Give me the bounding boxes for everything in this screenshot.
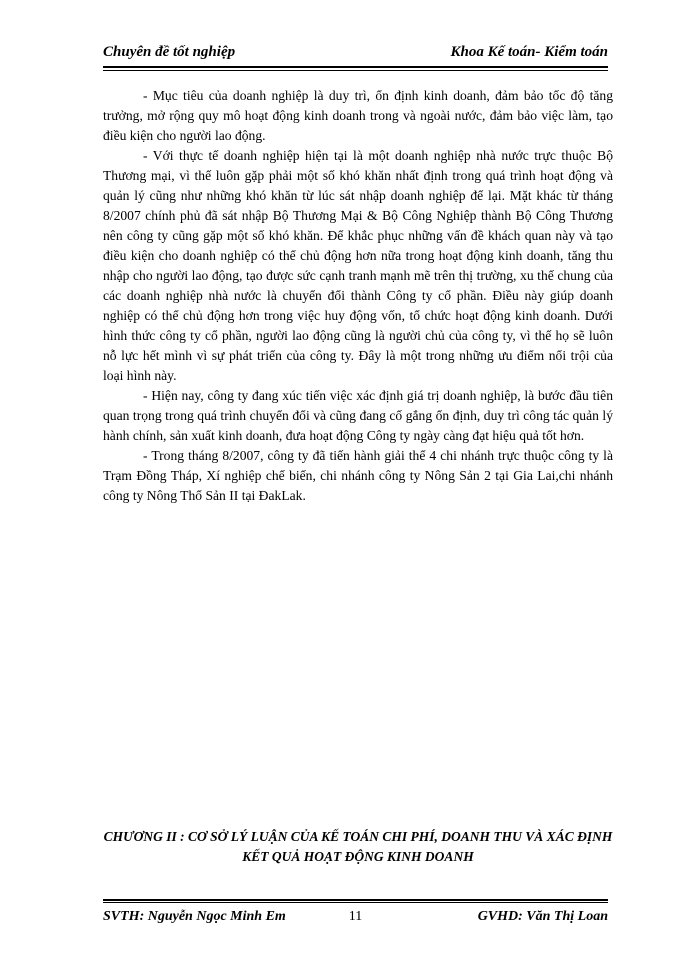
paragraph-objective: - Mục tiêu của doanh nghiệp là duy trì, ổn định kinh doanh, đảm bảo tốc độ tăng trưởng, mở rộng quy mô hoạt động kinh doanh trong và ngoài nước, đảm bảo việc làm, tạo điều kiện cho người lao động. — [103, 88, 613, 143]
page-footer — [103, 902, 608, 929]
paragraph-current: - Hiện nay, công ty đang xúc tiến việc xác định giá trị doanh nghiệp, là bước đầu tiên quan trọng trong quá trình chuyển đổi và cũng đang cố gắng ổn định, duy trì công tác quản lý hành chính, sản xuất kinh doanh, đưa hoạt động Công ty ngày càng đạt hiệu quả tốt hơn. — [103, 388, 613, 443]
page-number: 11 — [348, 909, 363, 924]
footer-student: SVTH: Nguyễn Ngọc Minh Em — [103, 909, 286, 924]
header-divider — [103, 70, 608, 71]
paragraph-dissolution: - Trong tháng 8/2007, công ty đã tiến hành giải thể 4 chi nhánh trực thuộc công ty là Trạm Đồng Tháp, Xí nghiệp chế biến, chi nhánh công ty Nông Sản 2 tại Gia Lai,chi nhánh công ty Nông Thổ Sản II tại ĐakLak. — [103, 448, 613, 503]
header-left-title: Chuyên đề tốt nghiệp — [103, 44, 236, 60]
header-right-title: Khoa Kế toán- Kiểm toán — [450, 44, 608, 60]
paragraph-situation: - Với thực tế doanh nghiệp hiện tại là một doanh nghiệp nhà nước trực thuộc Bộ Thương mại, vì thế luôn gặp phải một số khó khăn nhất định trong quá trình hoạt động và quản lý cũng như những khó khăn từ lúc sát nhập doanh nghiệp để lại. Mặt khác từ tháng 8/2007 chính phủ đã sát nhập Bộ Thương Mại & Bộ Công Nghiệp thành Bộ Công Thương nên công ty cũng gặp một số khó khăn. Để khắc phục những vấn đề khách quan này và tạo điều kiện cho doanh nghiệp có thể chủ động hơn nữa trong hoạt động kinh doanh, tăng thu nhập cho người lao động, tạo được sức cạnh tranh mạnh mẽ trên thị trường, xu thế chung của các doanh nghiệp nhà nước là chuyển đổi thành Công ty cổ phần. Điều này giúp doanh nghiệp có thể chủ động hơn trong việc huy động vốn, tổ chức hoạt động kinh doanh. Dưới hình thức công ty cổ phần, người lao động cũng là người chủ của công ty, vì thế họ sẽ luôn nỗ lực hết mình vì sự phát triển của công ty. Đây là một trong những ưu điểm nổi trội của loại hình này. — [103, 148, 613, 383]
page-header — [103, 44, 608, 68]
footer-supervisor: GVHD: Văn Thị Loan — [477, 909, 608, 924]
body-text — [103, 86, 613, 506]
chapter-heading: CHƯƠNG II : CƠ SỞ LÝ LUẬN CỦA KẾ TOÁN CHI PHÍ, DOANH THU VÀ XÁC ĐỊNH KẾT QUẢ HOẠT ĐỘNG KINH DOANH — [103, 829, 613, 864]
footer-divider — [103, 899, 608, 901]
